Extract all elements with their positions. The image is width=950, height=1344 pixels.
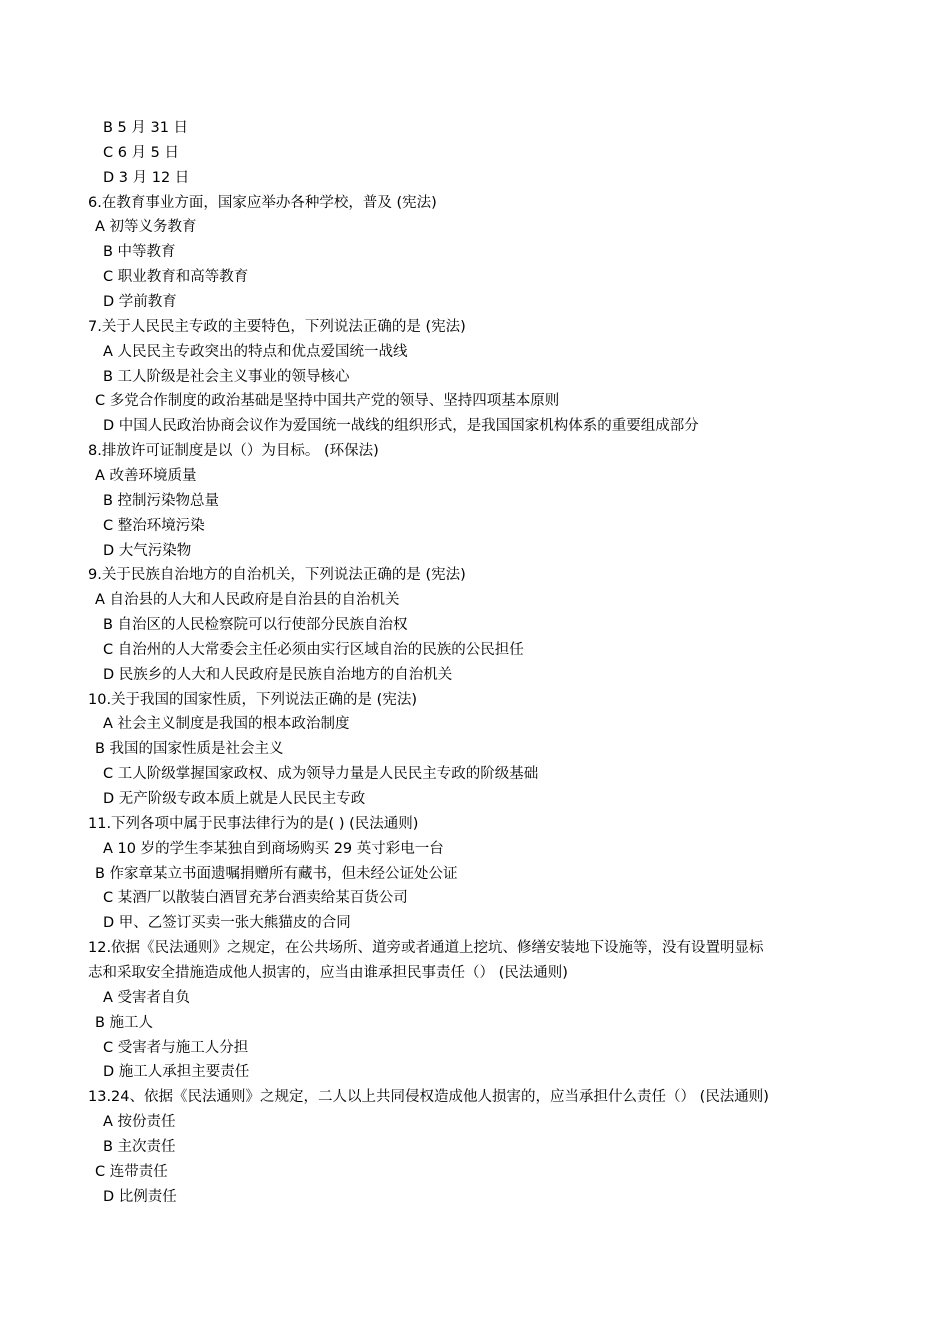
question-text: 11.下列各项中属于民事法律行为的是( ) (民法通则) bbox=[88, 815, 419, 832]
option-text: D 大气污染物 bbox=[103, 542, 192, 559]
option-text: A 自治县的人大和人民政府是自治县的自治机关 bbox=[95, 592, 400, 609]
option-text: B 5 月 31 日 bbox=[103, 120, 189, 136]
option-text: D 比例责任 bbox=[103, 1188, 177, 1205]
option-text: C 受害者与施工人分担 bbox=[103, 1039, 249, 1056]
option-text: B 施工人 bbox=[95, 1014, 154, 1031]
option-text: B 控制污染物总量 bbox=[103, 492, 220, 509]
option-text: B 自治区的人民检察院可以行使部分民族自治权 bbox=[103, 617, 408, 633]
option-text: D 学前教育 bbox=[103, 294, 177, 310]
option-text: D 民族乡的人大和人民政府是民族自治地方的自治机关 bbox=[103, 666, 453, 683]
question-text: 12.依据《民法通则》之规定，在公共场所、道旁或者通道上挖坑、修缮安装地下设施等，没有设置明显标 bbox=[88, 940, 764, 957]
question-text: 9.关于民族自治地方的自治机关，下列说法正确的是 (宪法) bbox=[88, 567, 466, 584]
option-text: C 整治环境污染 bbox=[103, 517, 205, 534]
option-text: A 改善环境质量 bbox=[95, 467, 197, 484]
question-text: 6.在教育事业方面，国家应举办各种学校，普及 (宪法) bbox=[88, 194, 437, 211]
option-text: C 多党合作制度的政治基础是坚持中国共产党的领导、坚持四项基本原则 bbox=[95, 393, 560, 410]
option-text: A 10 岁的学生李某独自到商场购买 29 英寸彩电一台 bbox=[103, 840, 444, 857]
option-text: A 人民民主专政突出的特点和优点爱国统一战线 bbox=[103, 343, 408, 360]
option-text: B 中等教育 bbox=[103, 244, 176, 261]
option-text: C 6 月 5 日 bbox=[103, 144, 180, 161]
option-text: C 职业教育和高等教育 bbox=[103, 269, 249, 286]
question-text: 志和采取安全措施造成他人损害的，应当由谁承担民事责任（） (民法通则) bbox=[88, 964, 568, 981]
question-text: 13.24、依据《民法通则》之规定，二人以上共同侵权造成他人损害的，应当承担什么责任（） (民法通则) bbox=[88, 1089, 769, 1106]
option-text: A 按份责任 bbox=[103, 1114, 176, 1130]
option-text: B 我国的国家性质是社会主义 bbox=[95, 741, 284, 758]
option-text: B 作家章某立书面遗嘱捐赠所有藏书，但未经公证处公证 bbox=[95, 865, 458, 882]
option-text: D 甲、乙签订买卖一张大熊猫皮的合同 bbox=[103, 915, 351, 932]
question-text: 10.关于我国的国家性质，下列说法正确的是 (宪法) bbox=[88, 691, 417, 708]
question-text: 8.排放许可证制度是以（）为目标。 (环保法) bbox=[88, 443, 379, 460]
option-text: C 某酒厂以散装白酒冒充茅台酒卖给某百货公司 bbox=[103, 890, 408, 907]
option-text: B 工人阶级是社会主义事业的领导核心 bbox=[103, 368, 350, 385]
option-text: A 社会主义制度是我国的根本政治制度 bbox=[103, 716, 350, 733]
option-text: A 受害者自负 bbox=[103, 989, 191, 1006]
option-text: C 自治州的人大常委会主任必须由实行区域自治的民族的公民担任 bbox=[103, 641, 524, 658]
option-text: C 工人阶级掌握国家政权、成为领导力量是人民民主专政的阶级基础 bbox=[103, 766, 539, 783]
option-text: D 中国人民政治协商会议作为爱国统一战线的组织形式，是我国国家机构体系的重要组成部分 bbox=[103, 418, 699, 435]
option-text: D 3 月 12 日 bbox=[103, 169, 190, 186]
option-text: D 无产阶级专政本质上就是人民民主专政 bbox=[103, 791, 366, 807]
option-text: B 主次责任 bbox=[103, 1138, 176, 1155]
option-text: C 连带责任 bbox=[95, 1163, 168, 1180]
option-text: A 初等义务教育 bbox=[95, 219, 197, 236]
question-text: 7.关于人民民主专政的主要特色，下列说法正确的是 (宪法) bbox=[88, 318, 466, 335]
option-text: D 施工人承担主要责任 bbox=[103, 1064, 250, 1081]
